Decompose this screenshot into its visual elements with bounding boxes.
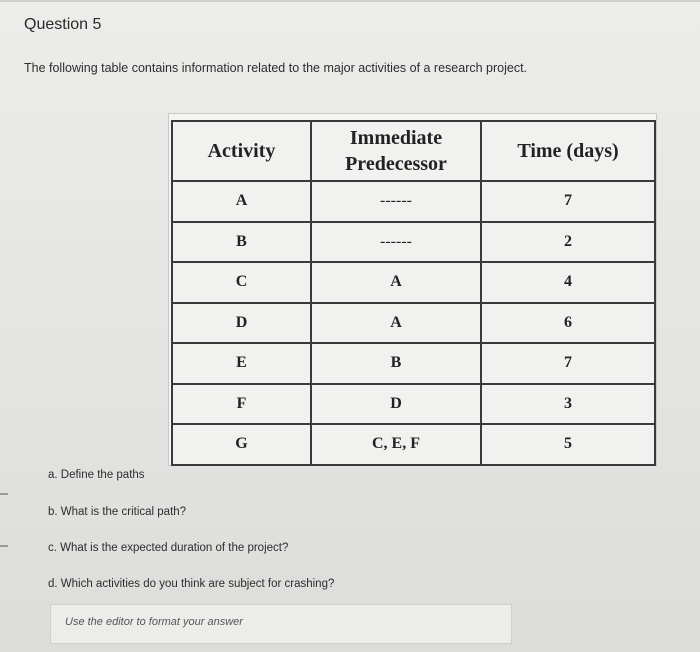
predecessor-cell: ------ (311, 222, 481, 263)
activity-cell: D (172, 303, 311, 344)
sub-question-b: b. What is the critical path? (48, 506, 187, 518)
time-cell: 2 (481, 222, 655, 263)
predecessor-cell: C, E, F (311, 424, 481, 465)
sub-question-d: d. Which activities do you think are subject for crashing? (48, 578, 335, 590)
time-cell: 5 (481, 424, 655, 465)
predecessor-cell: B (311, 343, 481, 384)
answer-editor[interactable] (50, 604, 512, 644)
header-activity: Activity (172, 121, 311, 181)
predecessor-cell: A (311, 303, 481, 344)
activity-cell: F (172, 384, 311, 425)
sub-question-a: a. Define the paths (48, 469, 145, 481)
activity-cell: E (172, 343, 311, 384)
table-row (172, 343, 655, 384)
activity-cell: A (172, 181, 311, 222)
time-cell: 3 (481, 384, 655, 425)
top-divider (0, 0, 700, 2)
activity-cell: G (172, 424, 311, 465)
predecessor-cell: D (311, 384, 481, 425)
activity-table (171, 120, 656, 466)
table-row (172, 222, 655, 263)
predecessor-cell: A (311, 262, 481, 303)
time-cell: 7 (481, 343, 655, 384)
predecessor-cell: ------ (311, 181, 481, 222)
table-row (172, 181, 655, 222)
time-cell: 4 (481, 262, 655, 303)
table-row (172, 303, 655, 344)
table-row (172, 384, 655, 425)
edge-tick (0, 493, 8, 495)
activity-cell: C (172, 262, 311, 303)
answer-placeholder: Use the editor to format your answer (65, 616, 243, 628)
time-cell: 6 (481, 303, 655, 344)
question-prompt: The following table contains information related to the major activities of a research project. (24, 61, 528, 75)
activity-cell: B (172, 222, 311, 263)
table-header-row (172, 121, 655, 181)
time-cell: 7 (481, 181, 655, 222)
question-title: Question 5 (24, 16, 102, 33)
table-row (172, 262, 655, 303)
header-time: Time (days) (481, 121, 655, 181)
table-row (172, 424, 655, 465)
sub-question-c: c. What is the expected duration of the project? (48, 542, 289, 554)
header-predecessor: Immediate Predecessor (311, 121, 481, 181)
edge-tick (0, 545, 8, 547)
